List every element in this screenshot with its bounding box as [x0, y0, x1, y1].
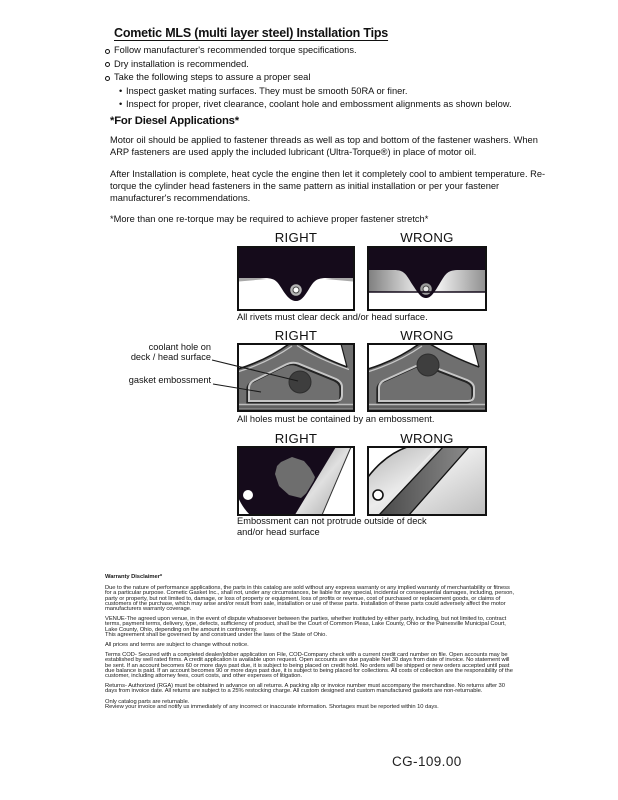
diagram-rivet-wrong	[367, 246, 487, 311]
governed-paragraph: This agreement shall be governed by and construed under the laws of the State of Ohio.	[105, 631, 327, 638]
embossment-wrong-graphic	[367, 343, 487, 412]
returns-paragraph: Returns- Authorized (RGA) must be obtained in advance on all returns. A packing slip or invoice number must accompany the merchandise. No returns after 30 days from invoice date. All returns are subject to a 25% restocking charge. All custom designed and custom manufactured gaskets are non-returnable.	[105, 683, 505, 695]
terms-paragraph: Terms COD- Secured with a completed dealer/jobber application on File, COD-Company check with a current credit card number on file. Open accounts may be established by well rated firms. A credit application is available upon request. Open accounts are due payable Net 30 days from date of invoice. No statement will be sent. If an account becomes 60 or more days past due, it is subject to being placed on credit hold. No orders will be shipped or new orders accepted until past due balance is paid. If an account becomes 90 or more days past due, it is subject to being placed for collections. All costs of collection are the responsibility of the customer, including attorney fees, court costs, and other expenses of litigation.	[105, 652, 513, 680]
diesel-paragraph: Motor oil should be applied to fastener threads as well as top and bottom of the fastener washers. When ARP fasteners are used apply the included lubricant (Ultra-Torque®) in place of motor oil.	[110, 135, 538, 158]
gasket-embossment-annotation: gasket embossment	[128, 375, 211, 385]
prices-paragraph: All prices and terms are subject to change without notice.	[105, 642, 249, 649]
row3-caption: Embossment can not protrude outside of deck and/or head surface	[237, 516, 427, 537]
row3-wrong-label: WRONG	[400, 431, 454, 446]
rivet-right-graphic	[237, 246, 355, 311]
list-item: • Inspect gasket mating surfaces. They must be smooth 50RA or finer.	[100, 85, 590, 99]
retorque-note: *More than one re-torque may be required to achieve proper fastener stretch*	[110, 214, 429, 225]
row1-caption: All rivets must clear deck and/or head surface.	[237, 312, 428, 322]
diesel-heading: *For Diesel Applications*	[110, 115, 239, 127]
venue-paragraph: VENUE-The agreed upon venue, in the event of dispute whatsoever between the parties, whether instituted by either party, including, but not limited to, contract terms, payment terms, delivery, type, defects, sufficiency of product, shall be the Court of Common Pleas, Lake County, Ohio or the Painesville Municipal Court, Lake County, Ohio, depending on the amount in controversy.	[105, 616, 507, 633]
coolant-hole-annotation: coolant hole on deck / head surface	[130, 342, 211, 362]
document-number: CG-109.00	[392, 754, 462, 769]
row1-wrong-label: WRONG	[400, 230, 454, 245]
disclaimer-paragraph: Due to the nature of performance applications, the parts in this catalog are sold without any express warranty or any implied warranty of merchantability or fitness for a particular purpose. Cometic Gasket Inc., shall not, under any circumstances, be liable for any special, incidental or consequential damages, including, person, party or property, but not limited to, damage, or loss of property or equipment, loss of profits or revenue, cost of purchased or replacement goods, or claims of customers of the purchase, which may arise and/or result from sale, installation or use of these parts. Installation of these parts could adversely affect the motor manufacturers warranty coverage.	[105, 585, 515, 613]
disclaimer-heading: Warranty Disclaimer*	[105, 574, 163, 580]
diagram-embossment-wrong	[367, 343, 487, 412]
diagram-embossment-right	[237, 343, 355, 412]
diagram-protrude-right	[237, 446, 355, 516]
row1-right-label: RIGHT	[274, 230, 318, 245]
catalog-paragraph: Only catalog parts are returnable.	[105, 698, 190, 705]
row3-right-label: RIGHT	[274, 431, 318, 446]
row2-caption: All holes must be contained by an embossment.	[237, 414, 435, 424]
diagram-protrude-wrong	[367, 446, 487, 516]
warranty-disclaimer	[105, 575, 517, 710]
diesel-paragraph: After Installation is complete, heat cycle the engine then let it completely cool to ambient temperature. Re-torque the cylinder head fasteners in the same pattern as initial installation or per your fastener manufacturer's recommendations.	[110, 168, 546, 204]
protrude-right-graphic	[237, 446, 355, 516]
diagram-rivet-right	[237, 246, 355, 311]
protrude-wrong-graphic	[367, 446, 487, 516]
installation-tips-list	[100, 44, 590, 112]
review-paragraph: Review your invoice and notify us immediately of any incorrect or inaccurate information. Shortages must be reported within 10 days.	[105, 703, 439, 710]
embossment-right-graphic	[237, 343, 355, 412]
rivet-wrong-graphic	[367, 246, 487, 311]
page-title: Cometic MLS (multi layer steel) Installation Tips	[114, 26, 389, 40]
list-item: Dry installation is recommended.	[100, 58, 590, 72]
diesel-section	[110, 115, 555, 226]
row2-right-label: RIGHT	[274, 328, 318, 343]
row2-wrong-label: WRONG	[400, 328, 454, 343]
list-item: • Inspect for proper, rivet clearance, coolant hole and embossment alignments as shown below.	[100, 98, 590, 112]
list-item: Take the following steps to assure a proper seal	[100, 71, 590, 85]
list-item: Follow manufacturer's recommended torque specifications.	[100, 44, 590, 58]
